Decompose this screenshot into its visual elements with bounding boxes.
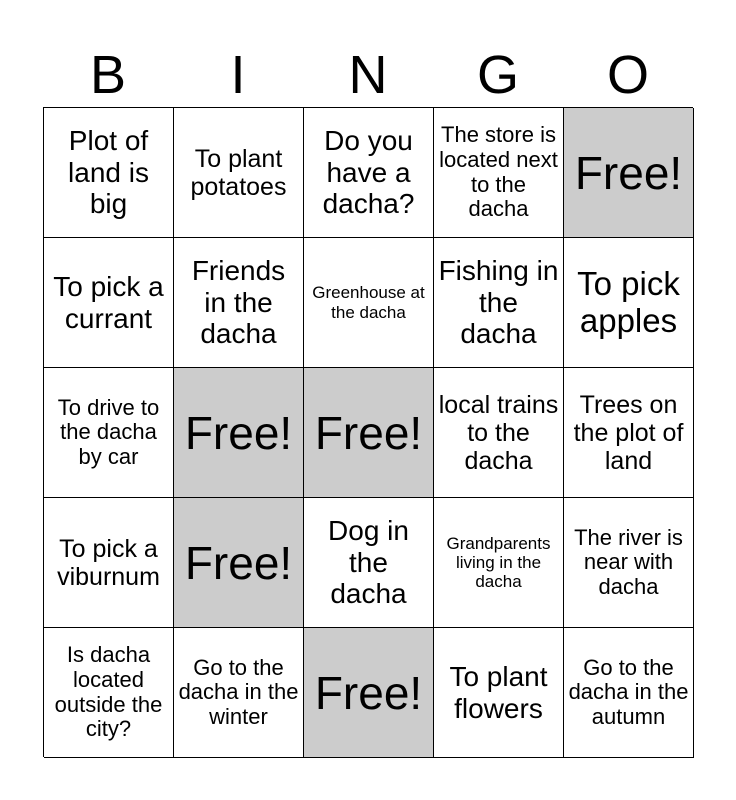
bingo-cell[interactable]: local trains to the dacha [434, 368, 564, 498]
bingo-cell[interactable]: Plot of land is big [44, 108, 174, 238]
bingo-cell[interactable]: The river is near with dacha [564, 498, 694, 628]
bingo-cell[interactable]: To pick apples [564, 238, 694, 368]
header-letter-b: B [89, 45, 127, 105]
bingo-cell[interactable]: Is dacha located outside the city? [44, 628, 174, 758]
bingo-cell[interactable]: Friends in the dacha [174, 238, 304, 368]
bingo-board [43, 107, 693, 757]
bingo-cell[interactable]: Grandparents living in the dacha [434, 498, 564, 628]
header-letter-i: I [230, 45, 246, 105]
bingo-cell[interactable]: To pick a viburnum [44, 498, 174, 628]
bingo-cell[interactable]: Go to the dacha in the winter [174, 628, 304, 758]
bingo-cell[interactable]: Greenhouse at the dacha [304, 238, 434, 368]
bingo-free-cell[interactable]: Free! [564, 108, 694, 238]
header-letter-n: N [348, 45, 388, 105]
bingo-free-cell[interactable]: Free! [304, 368, 434, 498]
bingo-free-cell[interactable]: Free! [174, 498, 304, 628]
bingo-free-cell[interactable]: Free! [304, 628, 434, 758]
bingo-cell[interactable]: Fishing in the dacha [434, 238, 564, 368]
bingo-free-cell[interactable]: Free! [174, 368, 304, 498]
bingo-cell[interactable]: To plant flowers [434, 628, 564, 758]
bingo-header [43, 44, 693, 106]
bingo-cell[interactable]: Trees on the plot of land [564, 368, 694, 498]
bingo-cell[interactable]: To pick a currant [44, 238, 174, 368]
bingo-cell[interactable]: The store is located next to the dacha [434, 108, 564, 238]
bingo-cell[interactable]: Do you have a dacha? [304, 108, 434, 238]
header-letter-g: G [476, 45, 519, 105]
bingo-cell[interactable]: Dog in the dacha [304, 498, 434, 628]
bingo-cell[interactable]: To plant potatoes [174, 108, 304, 238]
header-letter-o: O [606, 45, 649, 105]
bingo-cell[interactable]: To drive to the dacha by car [44, 368, 174, 498]
bingo-cell[interactable]: Go to the dacha in the autumn [564, 628, 694, 758]
